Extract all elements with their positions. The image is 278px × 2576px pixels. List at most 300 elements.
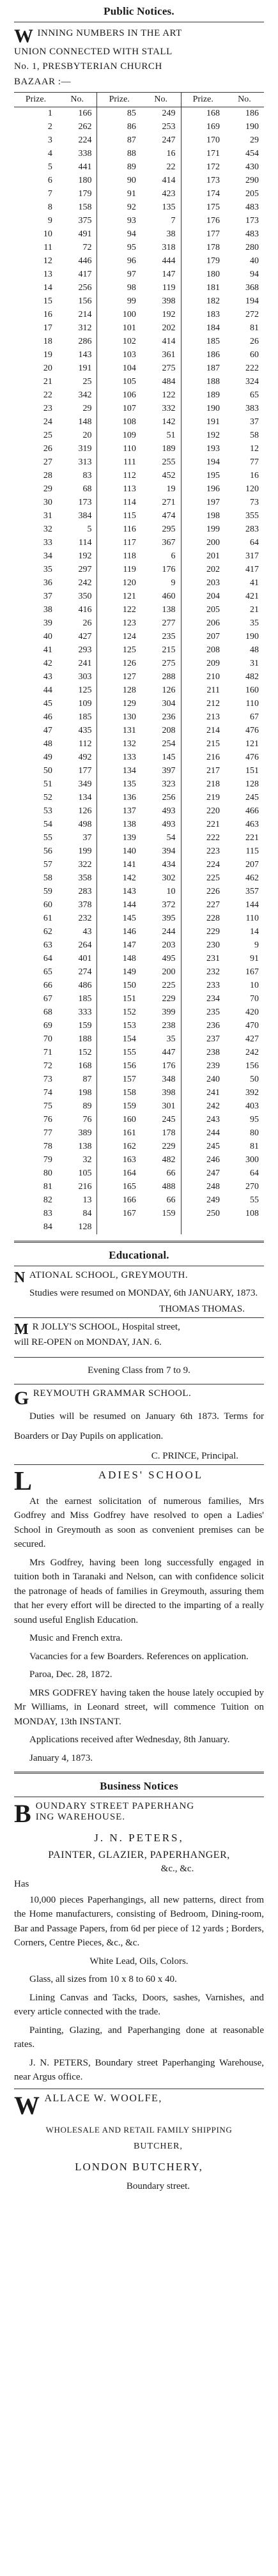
prize-cell: 230 — [206, 940, 220, 951]
number-cell: 50 — [250, 1075, 259, 1085]
prize-cell: 127 — [122, 672, 136, 682]
prize-cell: 186 — [206, 350, 220, 360]
table-row — [14, 832, 264, 845]
prize-cell: 238 — [206, 1048, 220, 1058]
prize-cell: 120 — [122, 578, 136, 588]
prize-cell: 203 — [206, 578, 220, 588]
prize-cell: 244 — [206, 1128, 220, 1138]
number-cell: 81 — [250, 1142, 259, 1152]
number-cell: 64 — [250, 1169, 259, 1179]
table-row — [14, 335, 264, 349]
table-row — [14, 738, 264, 751]
notice-paragraph: Glass, all sizes from 10 x 8 to 60 x 40. — [29, 1974, 177, 1985]
table-row — [14, 470, 264, 483]
table-row — [14, 188, 264, 201]
prize-cell: 55 — [43, 833, 52, 843]
number-cell: 323 — [141, 778, 181, 792]
prize-cell: 99 — [127, 296, 136, 307]
number-cell: 152 — [58, 1046, 97, 1060]
column-header: No. — [58, 92, 97, 107]
prize-cell: 150 — [122, 981, 136, 991]
prize-cell — [97, 1221, 141, 1234]
prize-cell: 66 — [43, 981, 52, 991]
number-cell: 441 — [58, 161, 97, 174]
number-cell: 222 — [245, 364, 259, 374]
number-cell: 112 — [58, 738, 97, 751]
table-row — [14, 1006, 264, 1020]
number-cell: 476 — [245, 753, 259, 763]
number-cell: 76 — [58, 1114, 97, 1127]
number-cell: 185 — [58, 711, 97, 724]
prize-cell: 46 — [43, 712, 52, 723]
table-row — [14, 899, 264, 912]
table-row — [14, 926, 264, 939]
number-cell: 460 — [141, 590, 181, 604]
prize-cell: 60 — [43, 900, 52, 910]
table-row — [14, 1208, 264, 1221]
number-cell: 180 — [58, 174, 97, 188]
prize-cell: 97 — [127, 270, 136, 280]
table-row — [14, 939, 264, 953]
prize-cell: 143 — [122, 887, 136, 897]
prize-cell: 246 — [206, 1155, 220, 1165]
prize-cell: 108 — [122, 417, 136, 427]
number-cell: 21 — [250, 605, 259, 615]
notice-body: will RE-OPEN on MONDAY, JAN. 6. — [14, 1337, 162, 1347]
table-row — [14, 1033, 264, 1046]
number-cell: 16 — [250, 471, 259, 481]
prize-cell: 130 — [122, 712, 136, 723]
number-cell: 66 — [141, 1167, 181, 1181]
prize-cell: 218 — [206, 779, 220, 790]
prize-cell: 7 — [47, 189, 52, 199]
table-row — [14, 805, 264, 818]
prize-cell: 90 — [127, 176, 136, 186]
table-row — [14, 564, 264, 577]
table-row — [14, 1073, 264, 1087]
notice-title: ING WAREHOUSE. — [35, 1812, 126, 1823]
table-row — [14, 1087, 264, 1100]
number-cell: 270 — [245, 1182, 259, 1192]
prize-cell: 200 — [206, 538, 220, 548]
number-cell: 318 — [141, 241, 181, 255]
table-row — [14, 456, 264, 470]
prize-cell: 215 — [206, 739, 220, 749]
number-cell: 295 — [141, 523, 181, 537]
number-cell: 232 — [58, 912, 97, 926]
prize-cell: 163 — [122, 1155, 136, 1165]
prize-cell: 239 — [206, 1061, 220, 1071]
table-row — [14, 1221, 264, 1234]
prize-cell: 208 — [206, 645, 220, 656]
trades: PAINTER, GLAZIER, PAPERHANGER, — [48, 1850, 230, 1861]
prize-cell: 149 — [122, 967, 136, 977]
prize-cell: 249 — [206, 1195, 220, 1206]
number-cell: 435 — [58, 724, 97, 738]
prize-cell: 113 — [123, 484, 136, 494]
number-cell: 37 — [250, 417, 259, 427]
number-cell: 83 — [58, 470, 97, 483]
number-cell: 192 — [58, 550, 97, 564]
table-row — [14, 1194, 264, 1208]
prize-cell: 95 — [127, 243, 136, 253]
prize-cell: 174 — [206, 189, 220, 199]
notice-title: REYMOUTH GRAMMAR SCHOOL. — [33, 1388, 192, 1399]
number-cell: 54 — [141, 832, 181, 845]
table-row — [14, 349, 264, 362]
number-cell: 403 — [245, 1101, 259, 1112]
prize-cell: 216 — [206, 753, 220, 763]
prize-cell: 243 — [206, 1115, 220, 1125]
prize-cell: 87 — [127, 135, 136, 146]
prize-cell: 47 — [43, 726, 52, 736]
table-row — [14, 1127, 264, 1140]
table-row — [14, 631, 264, 644]
table-row — [14, 107, 264, 121]
number-cell: 9 — [141, 577, 181, 590]
prize-cell: 114 — [123, 498, 136, 508]
prize-cell: 70 — [43, 1034, 52, 1045]
table-row — [14, 1046, 264, 1060]
number-cell — [141, 1221, 181, 1234]
prize-cell: 104 — [122, 364, 136, 374]
number-cell: 167 — [245, 967, 259, 977]
lottery-line: UNION CONNECTED WITH STALL — [14, 47, 173, 57]
prize-cell: 125 — [122, 645, 136, 656]
prize-cell: 71 — [43, 1048, 52, 1058]
number-cell: 375 — [58, 215, 97, 228]
number-cell: 55 — [250, 1195, 259, 1206]
prize-cell: 9 — [47, 216, 52, 226]
number-cell: 95 — [250, 1115, 259, 1125]
prize-cell: 250 — [206, 1209, 220, 1219]
table-row — [14, 644, 264, 657]
table-row — [14, 1114, 264, 1127]
table-row — [14, 872, 264, 885]
prize-cell: 103 — [122, 350, 136, 360]
prize-cell: 19 — [43, 350, 52, 360]
prize-cell: 52 — [43, 793, 52, 803]
table-row — [14, 845, 264, 859]
number-cell: 427 — [58, 631, 97, 644]
number-cell: 302 — [141, 872, 181, 885]
business-name: LONDON BUTCHERY, — [75, 2160, 203, 2173]
prize-cell: 231 — [206, 954, 220, 964]
table-row — [14, 698, 264, 711]
table-row — [14, 684, 264, 698]
prize-cell: 31 — [43, 511, 52, 521]
prize-cell: 49 — [43, 753, 52, 763]
prize-cell: 111 — [123, 457, 136, 468]
number-cell: 272 — [245, 310, 259, 320]
table-row — [14, 228, 264, 241]
number-cell: 493 — [141, 805, 181, 818]
number-cell: 156 — [58, 295, 97, 309]
number-cell: 300 — [245, 1155, 259, 1165]
table-row — [14, 443, 264, 456]
prize-cell: 32 — [43, 525, 52, 535]
number-cell: 383 — [245, 404, 259, 414]
prize-cell: 112 — [123, 471, 136, 481]
number-cell: 14 — [250, 927, 259, 937]
number-cell: 275 — [141, 362, 181, 376]
prize-cell: 50 — [43, 766, 52, 776]
prize-cell: 36 — [43, 578, 52, 588]
number-cell: 190 — [245, 632, 259, 642]
prize-cell: 233 — [206, 981, 220, 991]
number-cell: 126 — [141, 684, 181, 698]
number-cell: 483 — [245, 229, 259, 240]
drop-cap: B — [14, 1799, 32, 1828]
table-row — [14, 429, 264, 443]
table-row — [14, 537, 264, 550]
number-cell: 290 — [245, 176, 259, 186]
number-cell: 119 — [141, 282, 181, 295]
number-cell: 430 — [245, 162, 259, 172]
prize-cell: 44 — [43, 686, 52, 696]
number-cell: 283 — [58, 885, 97, 899]
number-cell: 333 — [58, 1006, 97, 1020]
number-cell: 41 — [250, 578, 259, 588]
prize-cell: 134 — [122, 766, 136, 776]
number-cell: 109 — [58, 698, 97, 711]
prize-cell: 179 — [206, 256, 220, 266]
divider — [14, 1317, 264, 1318]
prize-cell: 21 — [43, 377, 52, 387]
number-cell: 9 — [254, 940, 259, 951]
prize-cell: 75 — [43, 1101, 52, 1112]
number-cell: 48 — [250, 645, 259, 656]
number-cell: 324 — [245, 377, 259, 387]
ladies-school-notice — [14, 1466, 264, 1765]
number-cell: 483 — [245, 203, 259, 213]
table-row — [14, 496, 264, 510]
prize-cell: 128 — [122, 686, 136, 696]
number-cell: 51 — [141, 429, 181, 443]
table-row — [14, 590, 264, 604]
notice-paragraph: Lining Canvas and Tacks, Doors, sashes, Varnishes, and every article connected with the trade. — [14, 1992, 264, 2018]
number-cell: 256 — [141, 792, 181, 805]
notice-paragraph: Music and French extra. — [29, 1633, 123, 1644]
table-row — [14, 161, 264, 174]
prize-cell: 116 — [123, 525, 136, 535]
number-cell: 203 — [141, 939, 181, 953]
number-cell: 40 — [250, 256, 259, 266]
prize-cell: 18 — [43, 337, 52, 347]
prize-cell: 158 — [122, 1088, 136, 1098]
number-cell: 121 — [245, 739, 259, 749]
prize-cell: 3 — [47, 135, 52, 146]
number-cell: 244 — [141, 926, 181, 939]
prize-cell: 85 — [127, 109, 136, 119]
prize-cell: 205 — [206, 605, 220, 615]
table-row — [14, 1140, 264, 1154]
prize-cell: 4 — [47, 149, 52, 159]
prize-cell: 165 — [122, 1182, 136, 1192]
prize-cell: 160 — [122, 1115, 136, 1125]
signature: THOMAS THOMAS. — [159, 1304, 245, 1315]
prize-cell: 137 — [122, 806, 136, 816]
prize-cell: 159 — [122, 1101, 136, 1112]
number-cell: 488 — [141, 1181, 181, 1194]
prize-cell: 183 — [206, 310, 220, 320]
number-cell: 277 — [141, 617, 181, 631]
number-cell: 134 — [58, 792, 97, 805]
table-row — [14, 282, 264, 295]
table-row — [14, 604, 264, 617]
number-cell: 444 — [141, 255, 181, 268]
prize-cell: 248 — [206, 1182, 220, 1192]
prize-cell: 39 — [43, 618, 52, 629]
table-row — [14, 362, 264, 376]
prize-cell: 45 — [43, 699, 52, 709]
number-cell: 5 — [58, 523, 97, 537]
number-cell: 35 — [141, 1033, 181, 1046]
number-cell: 178 — [141, 1127, 181, 1140]
prize-cell: 214 — [206, 726, 220, 736]
drop-cap: M — [14, 1321, 29, 1338]
number-cell: 319 — [58, 443, 97, 456]
number-cell: 160 — [245, 686, 259, 696]
number-cell: 122 — [141, 389, 181, 402]
prize-cell: 161 — [122, 1128, 136, 1138]
prize-cell: 22 — [43, 390, 52, 401]
prize-cell: 83 — [43, 1209, 52, 1219]
prize-cell: 224 — [206, 860, 220, 870]
prize-cell: 182 — [206, 296, 220, 307]
prize-cell: 223 — [206, 847, 220, 857]
lottery-line: No. 1, PRESBYTERIAN CHURCH — [14, 61, 162, 72]
prize-cell: 237 — [206, 1034, 220, 1045]
number-cell: 342 — [58, 389, 97, 402]
number-cell: 245 — [141, 1114, 181, 1127]
prize-cell: 226 — [206, 887, 220, 897]
number-cell: 66 — [141, 1194, 181, 1208]
national-school-notice — [14, 1270, 264, 1315]
number-cell: 229 — [141, 1140, 181, 1154]
number-cell: 301 — [141, 1100, 181, 1114]
number-cell: 38 — [141, 228, 181, 241]
number-cell: 43 — [58, 926, 97, 939]
table-row — [14, 295, 264, 309]
prize-cell: 173 — [206, 176, 220, 186]
prize-cell: 51 — [43, 779, 52, 790]
number-cell: 22 — [141, 161, 181, 174]
column-header: Prize. — [181, 92, 225, 107]
prize-cell: 80 — [43, 1169, 52, 1179]
number-cell: 368 — [245, 283, 259, 293]
address: Boundary street. — [126, 2181, 190, 2191]
number-cell: 177 — [58, 765, 97, 778]
prize-cell: 77 — [43, 1128, 52, 1138]
prize-cell: 245 — [206, 1142, 220, 1152]
prize-cell: 140 — [122, 847, 136, 857]
number-cell: 135 — [141, 201, 181, 215]
number-cell: 194 — [245, 296, 259, 307]
number-cell: 297 — [58, 564, 97, 577]
number-cell: 138 — [58, 1140, 97, 1154]
prize-cell: 56 — [43, 847, 52, 857]
prize-cell: 2 — [47, 122, 52, 132]
table-row — [14, 550, 264, 564]
etc: &c., &c. — [160, 1864, 194, 1874]
prize-cell: 202 — [206, 565, 220, 575]
prize-cell: 41 — [43, 645, 52, 656]
table-row — [14, 1020, 264, 1033]
number-cell: 421 — [245, 592, 259, 602]
section-heading-public: Public Notices. — [104, 5, 174, 17]
prize-cell: 119 — [123, 565, 136, 575]
number-cell: 414 — [141, 174, 181, 188]
number-cell: 313 — [58, 456, 97, 470]
number-cell: 156 — [245, 1061, 259, 1071]
table-row — [14, 818, 264, 832]
column-header: No. — [141, 92, 181, 107]
prize-cell: 33 — [43, 538, 52, 548]
number-cell: 31 — [250, 659, 259, 669]
prize-cell: 133 — [122, 753, 136, 763]
prize-cell: 117 — [123, 538, 136, 548]
prize-cell: 89 — [127, 162, 136, 172]
notice-paragraph: MRS GODFREY having taken the house lately occupied by Mr Williams, in Leonard street, will commence Tuition on MONDAY, 13th INSTANT. — [14, 1687, 264, 1727]
number-cell: 115 — [245, 847, 259, 857]
table-row — [14, 389, 264, 402]
drop-cap: N — [14, 1269, 26, 1286]
number-cell: 26 — [58, 617, 97, 631]
number-cell: 247 — [141, 134, 181, 148]
table-row — [14, 1167, 264, 1181]
lottery-notice — [14, 26, 264, 1234]
number-cell: 283 — [245, 525, 259, 535]
table-row — [14, 1154, 264, 1167]
number-cell: 25 — [58, 376, 97, 389]
place-date: Paroa, Dec. 28, 1872. — [29, 1669, 112, 1680]
number-cell: 358 — [58, 872, 97, 885]
prize-cell: 67 — [43, 994, 52, 1004]
table-row — [14, 711, 264, 724]
prize-cell: 79 — [43, 1155, 52, 1165]
number-cell: 94 — [250, 270, 259, 280]
number-cell: 29 — [58, 402, 97, 416]
number-cell: 394 — [141, 845, 181, 859]
section-heading-business: Business Notices — [100, 1780, 178, 1793]
number-cell: 200 — [141, 966, 181, 979]
number-cell: 317 — [245, 551, 259, 562]
prize-cell: 201 — [206, 551, 220, 562]
prize-cell: 169 — [206, 122, 220, 132]
number-cell: 176 — [141, 1060, 181, 1073]
number-cell: 26 — [250, 337, 259, 347]
number-cell: 189 — [141, 443, 181, 456]
notice-paragraph: At the earnest solicitation of numerous families, Mrs Godfrey and Miss Godfrey have resolved to open a Ladies' School in Greymouth as soon as convenient premises can be secured. — [14, 1496, 264, 1550]
number-cell: 128 — [58, 1221, 97, 1234]
notice-title: ALLACE W. WOOLFE, — [44, 2092, 162, 2104]
number-cell: 142 — [141, 416, 181, 429]
number-cell: 192 — [141, 309, 181, 322]
number-cell: 10 — [141, 885, 181, 899]
number-cell: 10 — [250, 981, 259, 991]
prize-cell: 29 — [43, 484, 52, 494]
notice-title: R JOLLY'S SCHOOL, Hospital street, — [32, 1322, 180, 1333]
prize-cell: 197 — [206, 498, 220, 508]
number-cell: 482 — [245, 672, 259, 682]
number-cell: 498 — [58, 818, 97, 832]
number-cell: 241 — [58, 657, 97, 671]
number-cell: 322 — [58, 859, 97, 872]
number-cell: 77 — [250, 457, 259, 468]
number-cell: 80 — [250, 1128, 259, 1138]
number-cell: 280 — [245, 243, 259, 253]
